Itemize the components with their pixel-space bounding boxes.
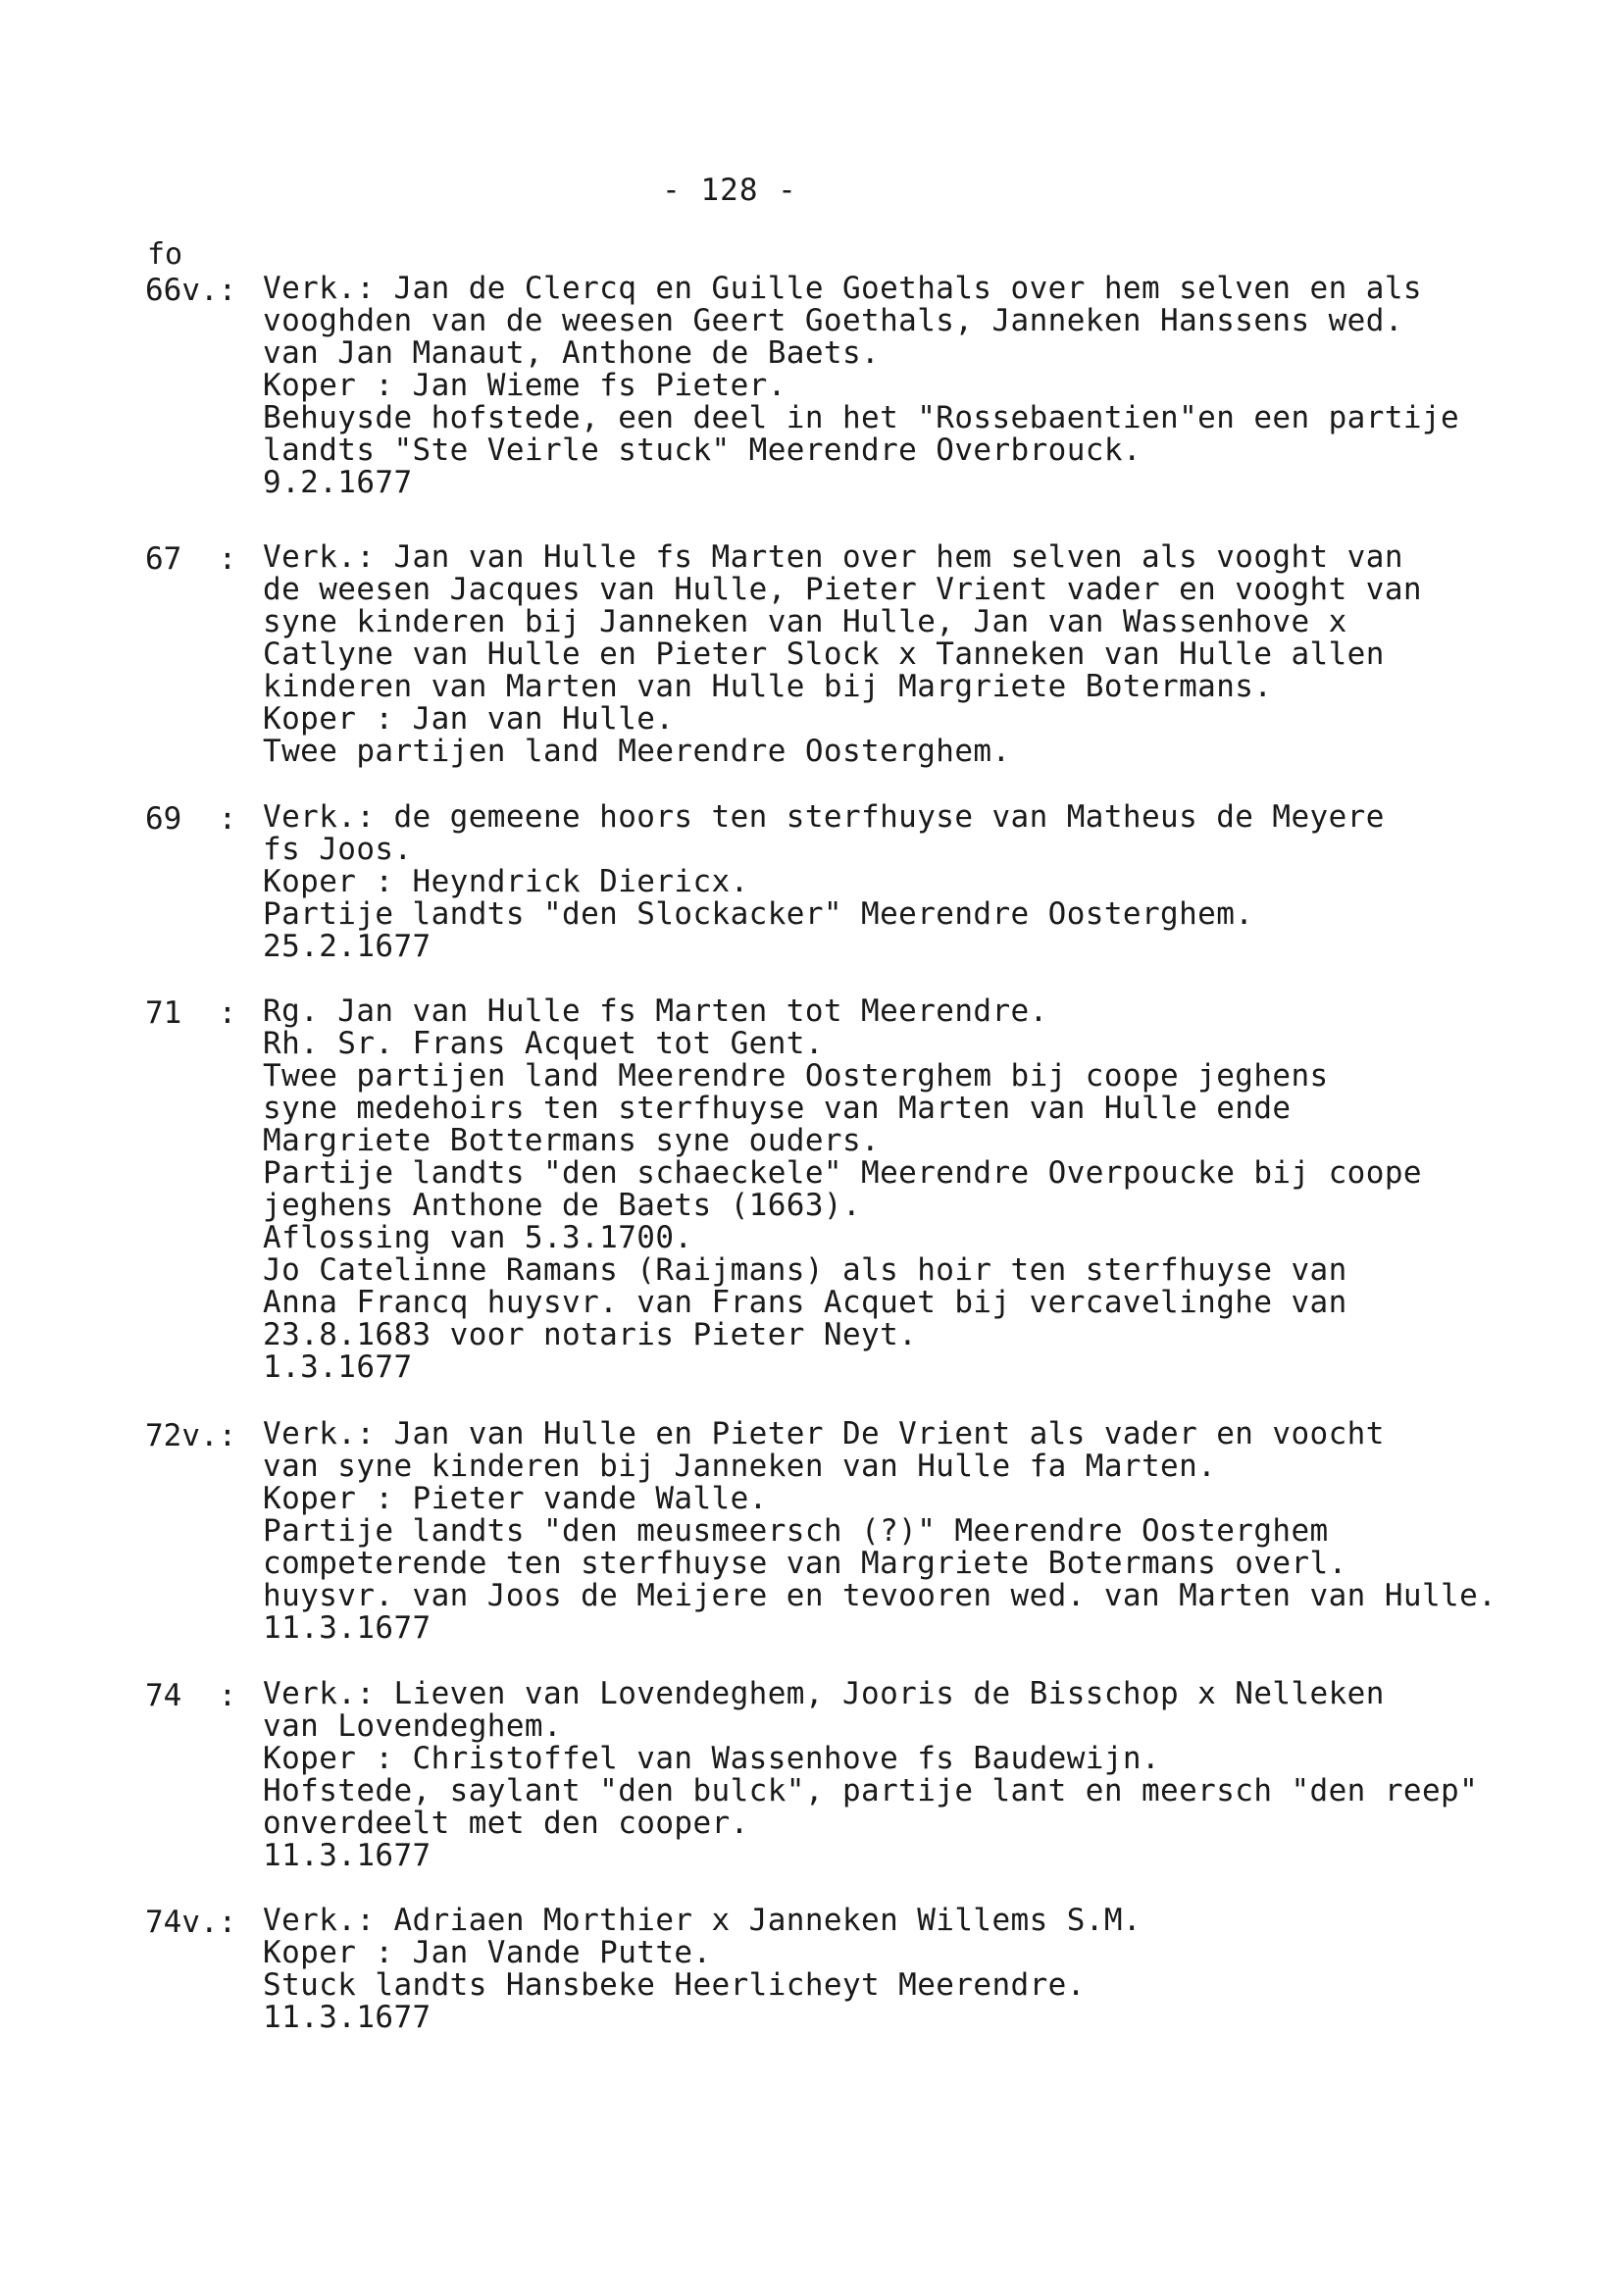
entry-line: Anna Francq huysvr. van Frans Acquet bij vercavelinghe van — [263, 1285, 1347, 1320]
entry-text — [263, 541, 1567, 768]
entry-line: competerende ten sterfhuyse van Margriete Botermans overl. — [263, 1546, 1347, 1581]
entry-line: Behuysde hofstede, een deel in het "Rossebaentien"en een partije — [263, 400, 1460, 435]
entry-date: 25.2.1677 — [263, 929, 431, 964]
entry-line: Koper : Jan Wieme fs Pieter. — [263, 368, 787, 403]
entry-text — [263, 1678, 1567, 1872]
entry-date: 1.3.1677 — [263, 1349, 413, 1385]
entry-line: jeghens Anthone de Baets (1663). — [263, 1188, 862, 1223]
entry-line: van Lovendeghem. — [263, 1708, 563, 1744]
folio-label: fo — [147, 237, 183, 272]
entry-line: landts "Ste Veirle stuck" Meerendre Overbrouck. — [263, 433, 1142, 468]
entry-text — [263, 1418, 1567, 1645]
entry-line: Jo Catelinne Ramans (Raijmans) als hoir ten sterfhuyse van — [263, 1252, 1347, 1288]
entry-line: Stuck landts Hansbeke Heerlicheyt Meerendre. — [263, 1967, 1086, 2003]
entry-line: Koper : Christoffel van Wassenhove fs Baudewijn. — [263, 1741, 1161, 1776]
entry-line: Partije landts "den Slockacker" Meerendre Oosterghem. — [263, 896, 1254, 932]
entry-text — [263, 995, 1567, 1384]
page-number: - 128 - — [662, 173, 797, 208]
entry-line: Koper : Pieter vande Walle. — [263, 1481, 768, 1516]
folio-reference: 74v.: — [145, 1905, 237, 1940]
entry-line: Verk.: Jan van Hulle en Pieter De Vrient als vader en voocht — [263, 1416, 1385, 1451]
entry-line: Aflossing van 5.3.1700. — [263, 1220, 693, 1255]
entry-date: 9.2.1677 — [263, 465, 413, 500]
entry-date: 11.3.1677 — [263, 1838, 431, 1873]
entry-date: 11.3.1677 — [263, 1610, 431, 1646]
entry-line: 23.8.1683 voor notaris Pieter Neyt. — [263, 1317, 918, 1352]
entry-line: Twee partijen land Meerendre Oosterghem. — [263, 734, 1011, 769]
entry-line: vooghden van de weesen Geert Goethals, Janneken Hanssens wed. — [263, 303, 1403, 338]
entry-line: Verk.: Jan de Clercq en Guille Goethals over hem selven en als — [263, 271, 1422, 306]
entry-line: fs Joos. — [263, 832, 413, 867]
folio-reference: 72v.: — [145, 1418, 237, 1453]
entry-line: Partije landts "den schaeckele" Meerendre Overpoucke bij coope — [263, 1155, 1422, 1191]
entry-line: huysvr. van Joos de Meijere en tevooren wed. van Marten van Hulle. — [263, 1578, 1497, 1613]
entry-line: van syne kinderen bij Janneken van Hulle fa Marten. — [263, 1449, 1217, 1484]
entry-line: Margriete Bottermans syne ouders. — [263, 1123, 881, 1158]
entry-line: Verk.: Lieven van Lovendeghem, Jooris de Bisschop x Nelleken — [263, 1676, 1385, 1711]
entry-text — [263, 1905, 1567, 2034]
entry-line: Verk.: Jan van Hulle fs Marten over hem selven als vooght van — [263, 539, 1403, 575]
entry-line: Catlyne van Hulle en Pieter Slock x Tanneken van Hulle allen — [263, 636, 1385, 672]
entry-date: 11.3.1677 — [263, 2000, 431, 2035]
entry-line: onverdeelt met den cooper. — [263, 1806, 749, 1841]
entry-line: Koper : Jan Vande Putte. — [263, 1935, 712, 1970]
entry-line: Koper : Heyndrick Diericx. — [263, 864, 749, 899]
entry-line: de weesen Jacques van Hulle, Pieter Vrient vader en vooght van — [263, 572, 1422, 607]
entry-line: kinderen van Marten van Hulle bij Margriete Botermans. — [263, 669, 1273, 704]
folio-reference: 66v.: — [145, 273, 237, 308]
entry-line: Verk.: de gemeene hoors ten sterfhuyse van Matheus de Meyere — [263, 799, 1385, 835]
folio-reference: 67 : — [145, 541, 237, 577]
entry-line: Rg. Jan van Hulle fs Marten tot Meerendre. — [263, 993, 1048, 1029]
entry-line: syne kinderen bij Janneken van Hulle, Jan van Wassenhove x — [263, 604, 1347, 639]
entry-line: Verk.: Adriaen Morthier x Janneken Willems S.M. — [263, 1903, 1142, 1938]
folio-reference: 71 : — [145, 995, 237, 1031]
entry-line: Twee partijen land Meerendre Oosterghem bij coope jeghens — [263, 1058, 1329, 1094]
folio-reference: 69 : — [145, 801, 237, 837]
entry-line: Rh. Sr. Frans Acquet tot Gent. — [263, 1026, 824, 1061]
entry-line: syne medehoirs ten sterfhuyse van Marten van Hulle ende — [263, 1091, 1292, 1126]
entry-line: Partije landts "den meusmeersch (?)" Meerendre Oosterghem — [263, 1513, 1329, 1549]
folio-reference: 74 : — [145, 1678, 237, 1713]
entry-line: Hofstede, saylant "den bulck", partije lant en meersch "den reep" — [263, 1773, 1479, 1808]
entry-line: van Jan Manaut, Anthone de Baets. — [263, 335, 881, 371]
entry-text — [263, 801, 1567, 963]
entry-line: Koper : Jan van Hulle. — [263, 701, 675, 737]
entry-text — [263, 273, 1567, 499]
